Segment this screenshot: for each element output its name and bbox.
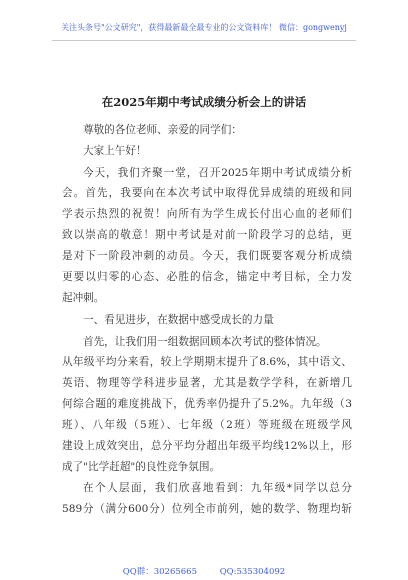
paragraph-line: 在个人层面，我们欣喜地看到：九年级*同学以总分 <box>83 482 352 494</box>
paragraph-line: 班）、八年级（5班）、七年级（2班）等班级在班级学风 <box>62 419 352 431</box>
paragraph-line: 成了"比学赶超"的良性竞争氛围。 <box>62 461 221 473</box>
header-divider <box>52 40 356 41</box>
paragraph-line: 起冲刺。 <box>62 292 105 304</box>
paragraph-line: 会。首先，我要向在本次考试中取得优异成绩的班级和同 <box>62 187 352 199</box>
paragraph-line: 从年级平均分来看，较上学期期末提升了8.6%，其中语文、 <box>62 356 352 368</box>
footer-contact <box>0 565 408 577</box>
paragraph-line: 致以崇高的敬意！期中考试是对前一阶段学习的总结，更 <box>62 229 352 241</box>
paragraph-line: 首先，让我们用一组数据回顾本次考试的整体情况。 <box>83 336 327 348</box>
paragraph-line: 是对下一阶段冲刺的动员。今天，我们既要客观分析成绩 <box>62 250 352 262</box>
document-title: 在2025年期中考试成绩分析会上的讲话 <box>101 95 307 109</box>
paragraph-line: 今天，我们齐聚一堂，召开2025年期中考试成绩分析 <box>83 167 352 179</box>
footer-qq-group: QQ群：30265665 <box>122 567 197 577</box>
section-heading: 一、看见进步，在数据中感受成长的力量 <box>83 314 274 326</box>
paragraph-line: 何综合题的难度挑战下，优秀率仍提升了5.2%。九年级（3 <box>62 398 352 410</box>
footer-qq: QQ:535304092 <box>219 567 286 577</box>
paragraph-line: 更要以归零的心态、必胜的信念，锚定中考目标，全力发 <box>62 271 352 283</box>
paragraph-line: 英语、物理等学科进步显著，尤其是数学学科，在新增几 <box>62 377 352 389</box>
salutation: 尊敬的各位老师、亲爱的同学们： <box>83 124 242 136</box>
paragraph-line: 建设上成效突出，总分平均分超出年级平均线12%以上，形 <box>62 440 352 452</box>
header-banner: 关注头条号"公文研究"，获得最新最全最专业的公文资料库！ 微信：gongwenyj <box>61 23 347 32</box>
greeting: 大家上午好！ <box>83 145 147 157</box>
paragraph-line: 学表示热烈的祝贺！向所有为学生成长付出心血的老师们 <box>62 208 352 220</box>
paragraph-line: 589分（满分600分）位列全市前列，她的数学、物理均斩 <box>62 503 352 515</box>
